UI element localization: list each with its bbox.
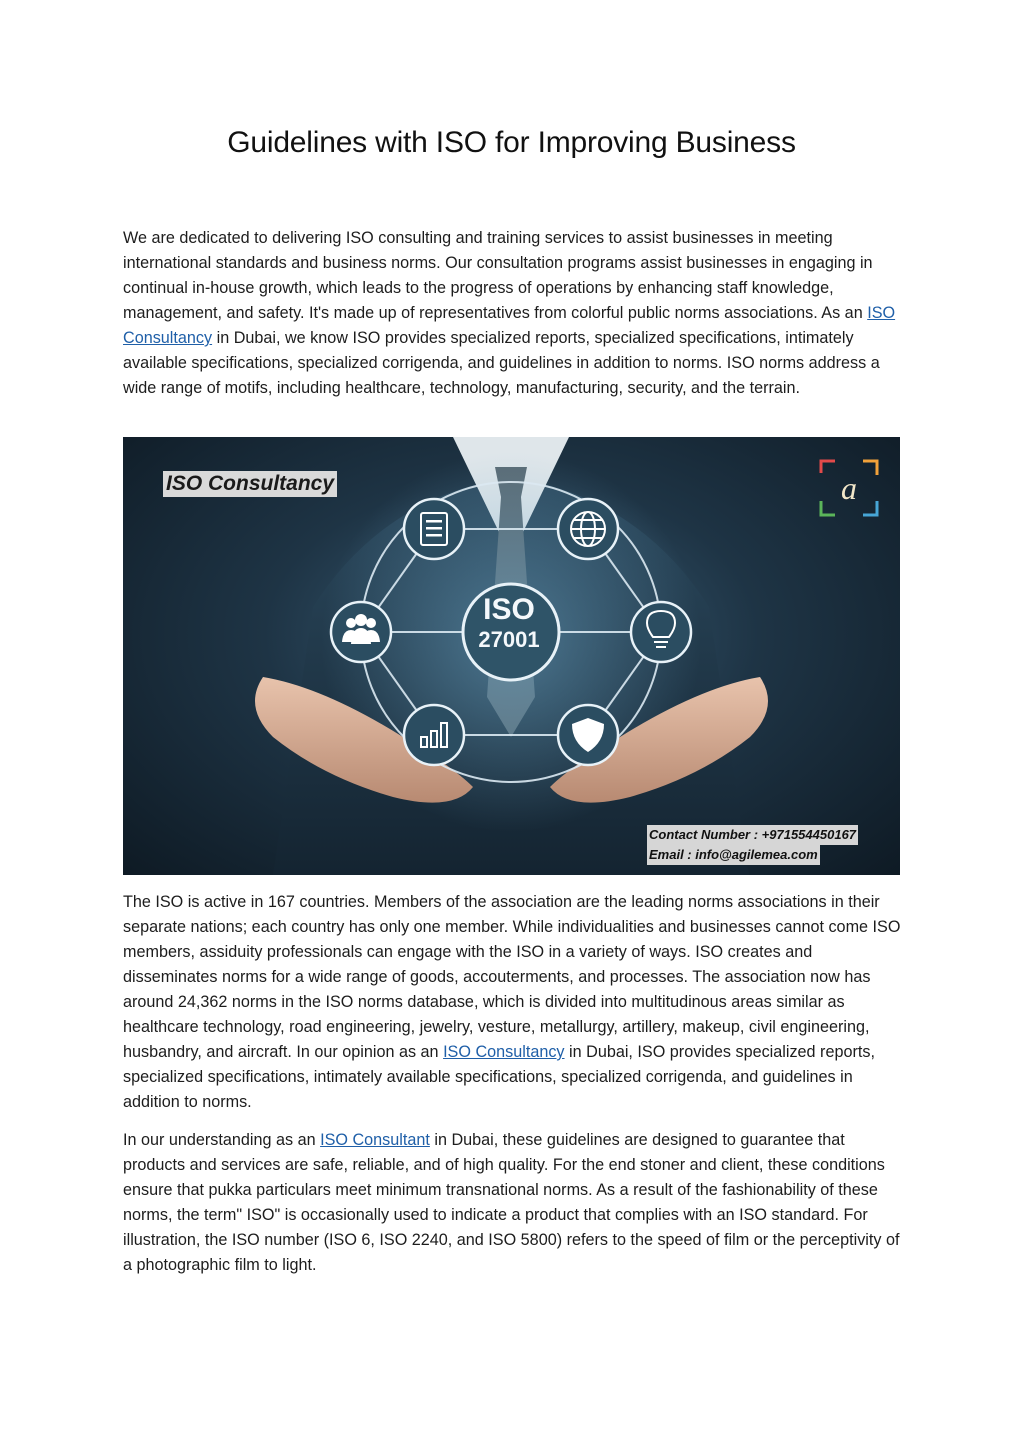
- second-paragraph: [123, 890, 901, 1115]
- contact-number: Contact Number : +971554450167: [647, 825, 858, 845]
- second-text-after: in Dubai, ISO provides specialized reports, specialized specifications, intimately available specifications, specialized corrigenda, and guidelines in addition to norms.: [123, 1043, 875, 1111]
- logo-letter: a: [841, 470, 857, 506]
- intro-text-before: We are dedicated to delivering ISO consulting and training services to assist businesses in meeting international standards and business norms. Our consultation programs assist businesses in engaging in continual in-house growth, which leads to the progress of operations by enhancing staff knowledge, management, and safety. It's made up of representatives from colorful public norms associations. As an: [123, 229, 873, 322]
- third-paragraph: [123, 1128, 901, 1278]
- second-text-before: The ISO is active in 167 countries. Members of the association are the leading norms associations in their separate nations; each country has only one member. While individualities and businesses cannot come ISO members, assiduity professionals can engage with the ISO in a variety of ways. ISO creates and disseminates norms for a wide range of goods, accouterments, and processes. The association now has around 24,362 norms in the ISO norms database, which is divided into multitudinous areas similar as healthcare technology, road engineering, jewelry, vesture, metallurgy, artillery, makeup, civil engineering, husbandry, and aircraft. In our opinion as an: [123, 893, 901, 1061]
- contact-email: Email : info@agilemea.com: [647, 845, 820, 865]
- iso-consultancy-link[interactable]: ISO Consultancy: [123, 304, 896, 347]
- figure-artwork: [123, 437, 900, 875]
- iso-consultancy-link-2[interactable]: ISO Consultancy: [443, 1043, 565, 1061]
- iso-consultancy-image: [123, 437, 900, 875]
- iso-center-line1: ISO: [483, 593, 535, 626]
- intro-paragraph: [123, 226, 901, 401]
- node-chart: [404, 705, 464, 765]
- iso-consultant-link[interactable]: ISO Consultant: [320, 1131, 430, 1149]
- iso-center-line2: 27001: [478, 627, 540, 652]
- iso-center-label: [459, 595, 559, 655]
- intro-text-after: in Dubai, we know ISO provides specialized reports, specialized specifications, intimately available specifications, specialized corrigenda, and guidelines in addition to norms. ISO norms address a wide range of motifs, including healthcare, technology, manufacturing, security, and the terrain.: [123, 329, 880, 397]
- third-text-after: in Dubai, these guidelines are designed to guarantee that products and services are safe, reliable, and of high quality. For the end stoner and client, these conditions ensure that pukka particulars meet minimum transnational norms. As a result of the fashionability of these norms, the term" ISO" is occasionally used to indicate a product that complies with an ISO standard. For illustration, the ISO number (ISO 6, ISO 2240, and ISO 5800) refers to the speed of film or the perceptivity of a photographic film to light.: [123, 1131, 900, 1274]
- figure-contact-block: [647, 825, 858, 865]
- page-title: Guidelines with ISO for Improving Business: [227, 126, 796, 159]
- third-text-before: In our understanding as an: [123, 1131, 321, 1149]
- figure-overlay-title: ISO Consultancy: [163, 471, 337, 497]
